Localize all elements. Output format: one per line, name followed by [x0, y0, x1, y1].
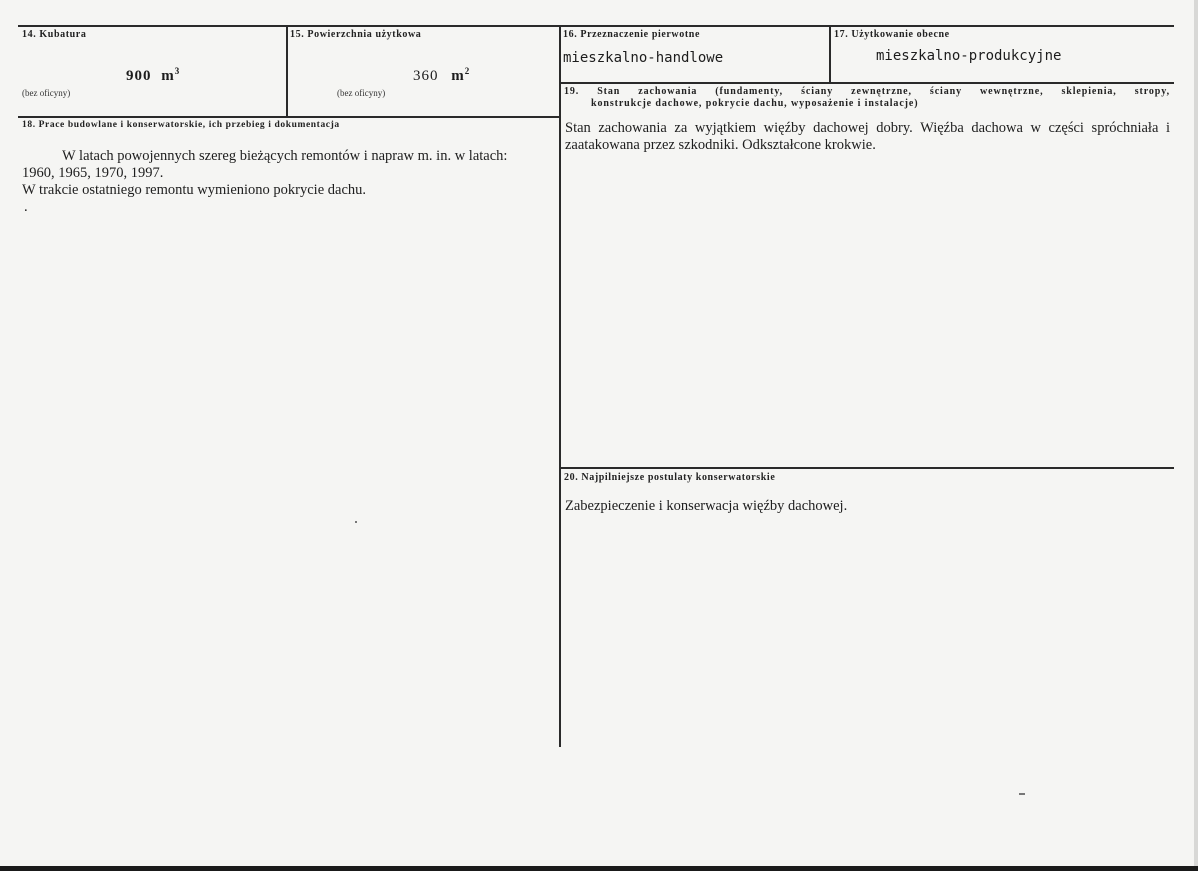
field-19-label [564, 86, 1170, 110]
field-15-value [413, 66, 470, 85]
scan-right-edge [1194, 0, 1198, 871]
field-14-value [126, 66, 180, 85]
field-18-line-2: 1960, 1965, 1970, 1997. [22, 165, 164, 181]
field-15-exponent: 2 [464, 66, 471, 76]
top-rule [18, 25, 1174, 27]
field-15-note: (bez oficyny) [337, 88, 386, 98]
field-18-label: 18. Prace budowlane i konserwatorskie, ich przebieg i dokumentacja [22, 120, 340, 130]
field-18-text [22, 148, 555, 216]
field-18-line-1: W latach powojennych szereg bieżących remontów i napraw m. in. w latach: [62, 148, 508, 164]
field-17-value: mieszkalno-produkcyjne [876, 48, 1062, 64]
field-17-label: 17. Użytkowanie obecne [834, 29, 950, 40]
rule-under-14-15 [18, 116, 560, 118]
scan-speck [355, 521, 357, 523]
field-15-unit: m [451, 68, 465, 84]
field-20-text: Zabezpieczenie i konserwacja więźby dachowej. [565, 498, 848, 514]
field-16-value: mieszkalno-handlowe [563, 50, 724, 66]
field-16-label: 16. Przeznaczenie pierwotne [563, 29, 700, 40]
field-19-label-line-1: 19. Stan zachowania (fundamenty, ściany zewnętrzne, ściany wewnętrzne, sklepienia, stropy, [564, 86, 1170, 97]
field-14-note: (bez oficyny) [22, 88, 71, 98]
field-14-exponent: 3 [174, 66, 181, 76]
rule-under-16-17 [559, 82, 1174, 84]
divider-16-17 [829, 25, 831, 82]
field-18-line-3: W trakcie ostatniego remontu wymieniono pokrycie dachu. [22, 182, 367, 198]
field-19-text: Stan zachowania za wyjątkiem więźby dachowej dobry. Więźba dachowa w części spróchniała i zaatakowana przez szkodniki. Odkształcone krokwie. [565, 120, 1170, 153]
field-19-label-line-2: konstrukcje dachowe, pokrycie dachu, wyposażenie i instalacje) [591, 98, 919, 109]
field-18-line-4: . [24, 199, 28, 215]
field-14-number: 900 [126, 68, 152, 84]
divider-main [559, 25, 561, 747]
field-15-label: 15. Powierzchnia użytkowa [290, 29, 422, 40]
field-15-number: 360 [413, 68, 439, 84]
scan-bottom-edge [0, 866, 1198, 871]
field-20-label: 20. Najpilniejsze postulaty konserwatorskie [564, 472, 776, 483]
field-14-unit: m [161, 68, 175, 84]
field-14-label: 14. Kubatura [22, 29, 87, 40]
rule-above-20 [559, 467, 1174, 469]
scan-speck [1019, 793, 1025, 795]
divider-14-15 [286, 25, 288, 117]
